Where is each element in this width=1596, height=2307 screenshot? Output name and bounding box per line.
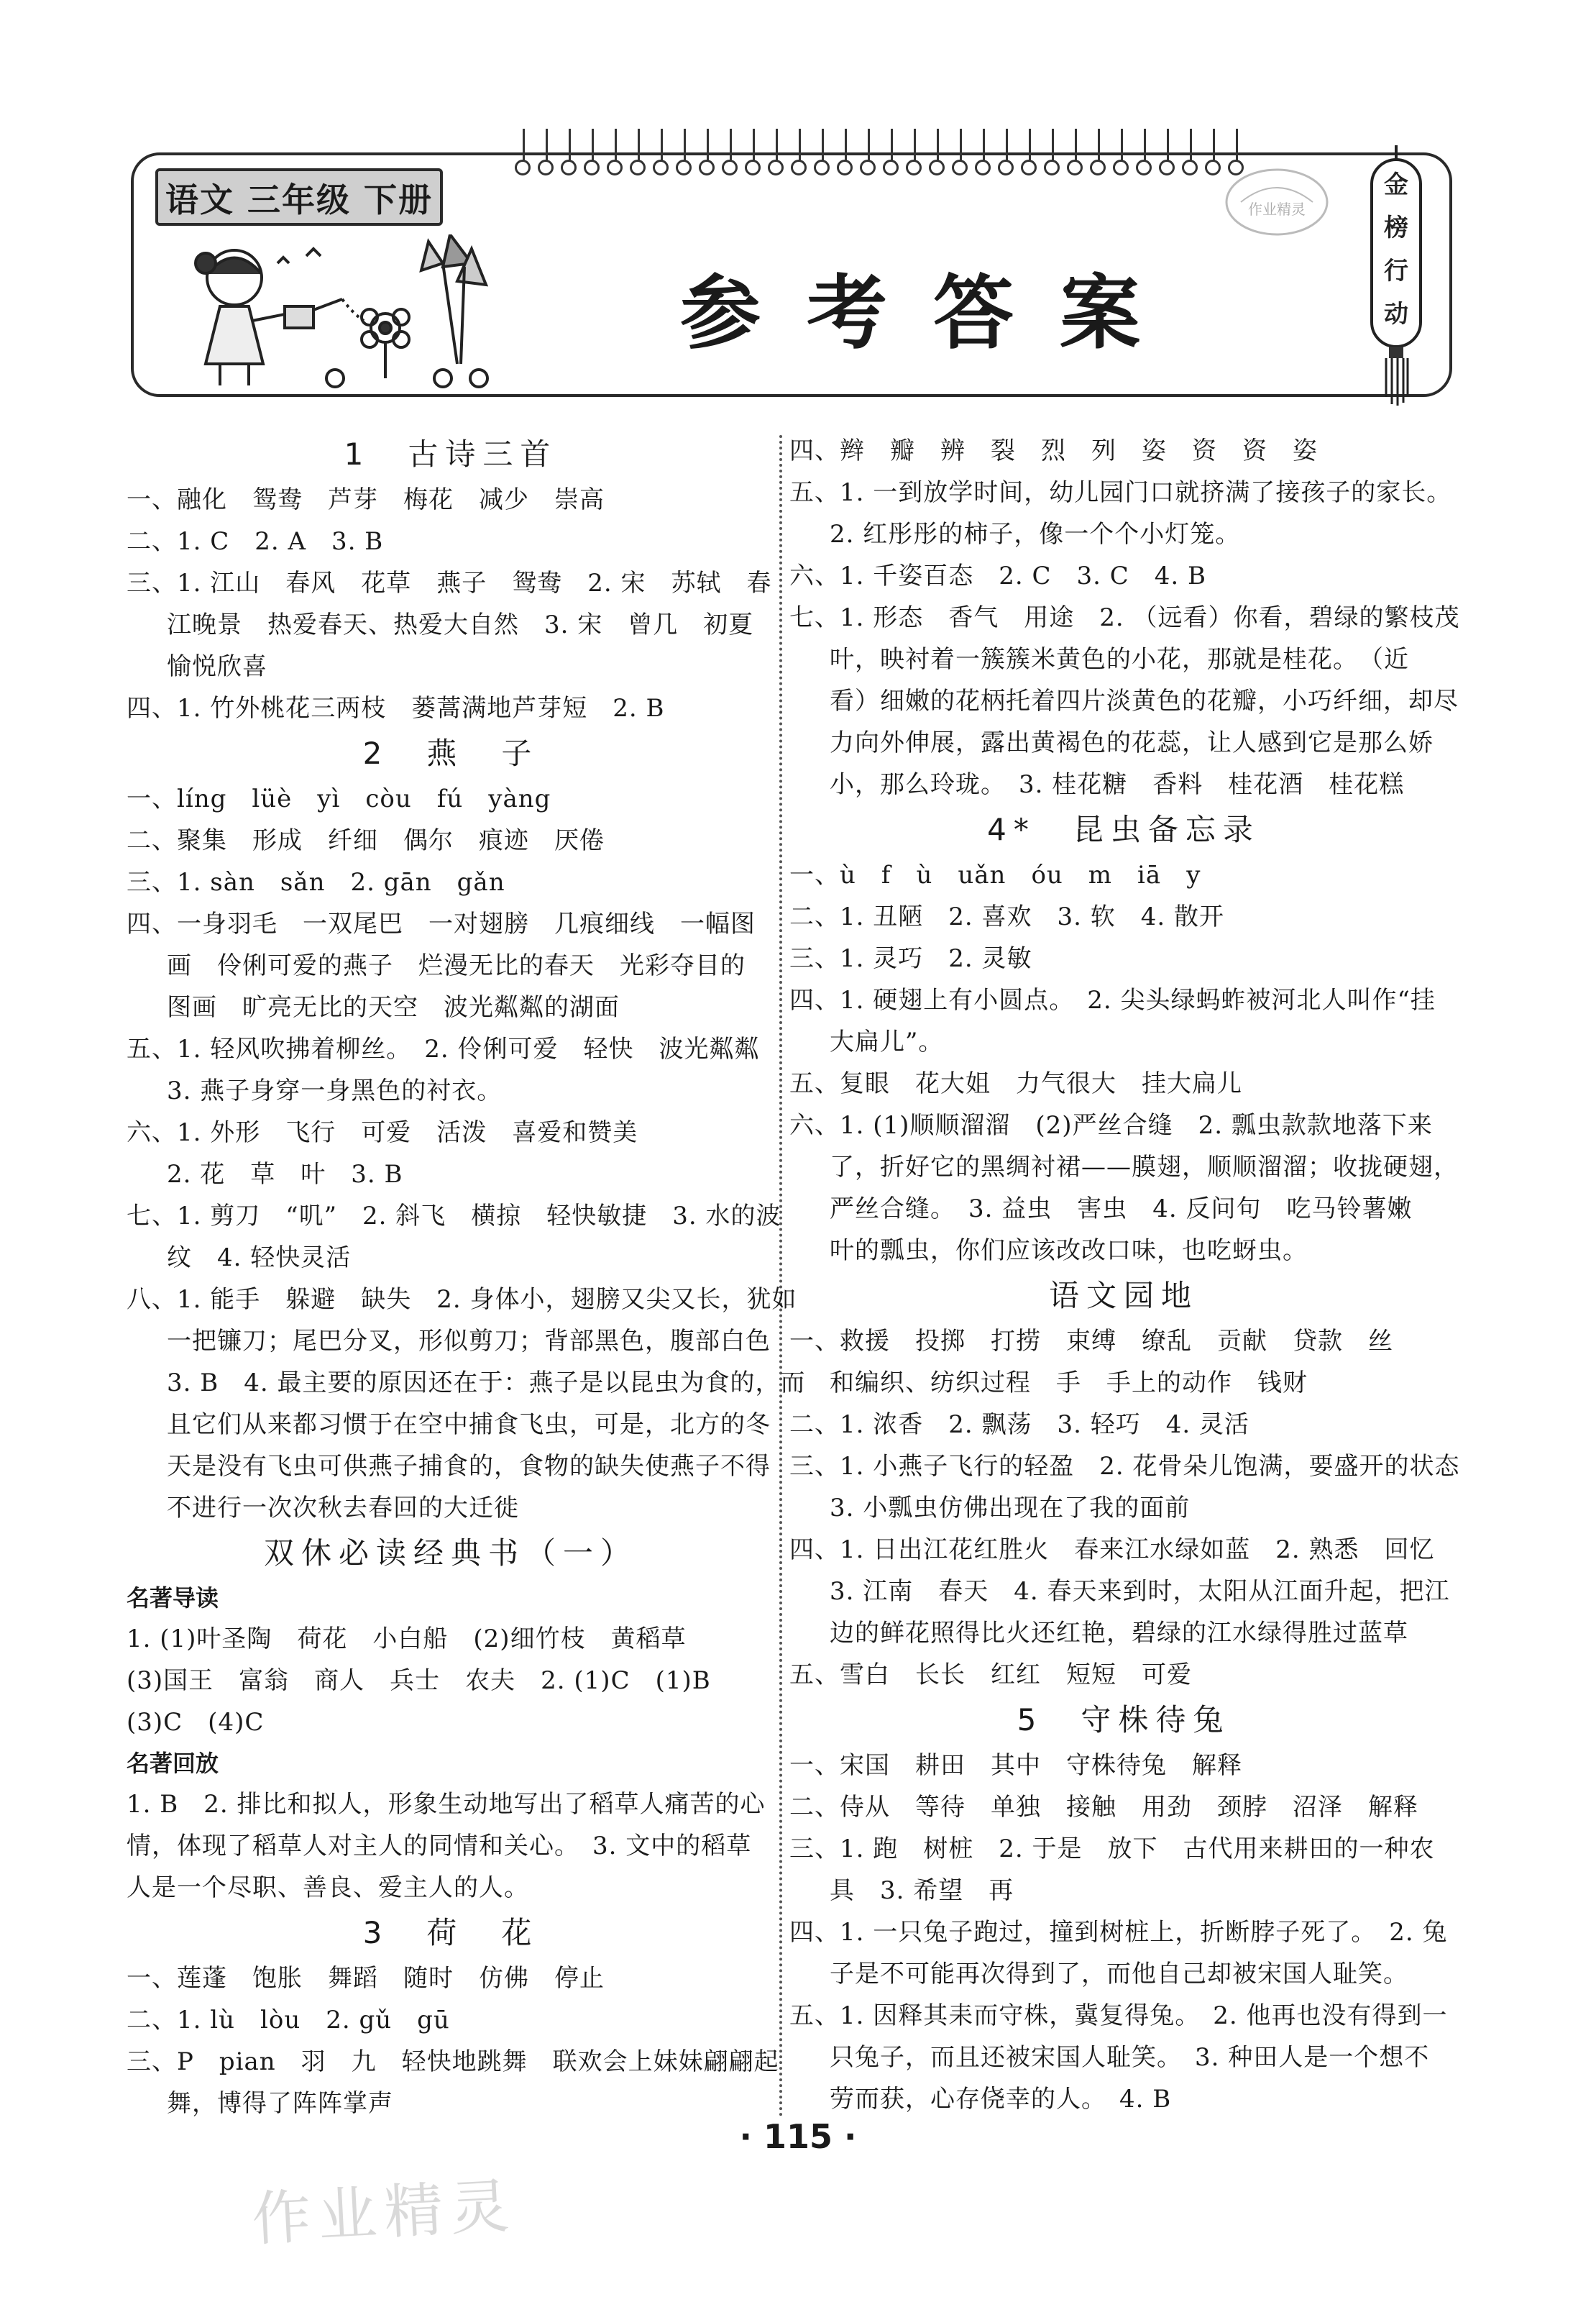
answer-line: 六、1. 千姿百态 2. C 3. C 4. B bbox=[789, 562, 1207, 590]
binder-rings bbox=[515, 160, 1244, 175]
binder-ring bbox=[1205, 160, 1221, 175]
binder-ring bbox=[883, 160, 899, 175]
binder-ring bbox=[906, 160, 922, 175]
answer-line: 一、ù f ù uǎn óu m iā y bbox=[789, 861, 1201, 890]
side-label-char: 行 bbox=[1384, 257, 1408, 285]
binder-ring bbox=[1136, 160, 1152, 175]
answer-line: (3)国王 富翁 商人 兵士 农夫 2. (1)C (1)B bbox=[127, 1666, 711, 1695]
answer-line: 七、1. 剪刀 “叽” 2. 斜飞 横掠 轻快敏捷 3. 水的波 bbox=[127, 1202, 781, 1230]
answer-line: 严丝合缝。 3. 益虫 害虫 4. 反问句 吃马铃薯嫩 bbox=[830, 1194, 1413, 1223]
answer-line: 子是不可能再次得到了，而他自己却被宋国人耻笑。 bbox=[830, 1960, 1408, 1988]
answer-line: 一、莲蓬 饱胀 舞蹈 随时 仿佛 停止 bbox=[127, 1964, 605, 1993]
answer-line: 和编织、纺织过程 手 手上的动作 钱财 bbox=[830, 1369, 1308, 1397]
watermark: 作业精灵 bbox=[250, 2172, 518, 2255]
binder-ring bbox=[1090, 160, 1106, 175]
side-label-tag bbox=[1360, 145, 1432, 411]
binder-ring bbox=[584, 160, 600, 175]
answer-line: 四、辫 瓣 辨 裂 烈 列 姿 资 资 姿 bbox=[789, 437, 1318, 465]
answer-line: 五、雪白 长长 红红 短短 可爱 bbox=[789, 1660, 1192, 1689]
answer-line: 五、复眼 花大姐 力气很大 挂大扁儿 bbox=[789, 1069, 1242, 1098]
stamp-logo bbox=[1219, 163, 1334, 242]
answer-line: 看）细嫩的花柄托着四片淡黄色的花瓣，小巧纤细，却尽 bbox=[830, 687, 1459, 716]
answer-line: 叶，映衬着一簇簇米黄色的小花，那就是桂花。 （近 bbox=[830, 645, 1409, 674]
binder-ring bbox=[515, 160, 531, 175]
binder-ring bbox=[561, 160, 577, 175]
answer-line: 纹 4. 轻快灵活 bbox=[167, 1243, 352, 1272]
answer-line: 画 伶俐可爱的燕子 烂漫无比的春天 光彩夺目的 bbox=[167, 951, 746, 980]
answer-line: 只兔子，而且还被宋国人耻笑。 3. 种田人是一个想不 bbox=[830, 2043, 1430, 2072]
section-heading: 1 古诗三首 bbox=[344, 437, 558, 472]
answer-line: 大扁儿”。 bbox=[830, 1028, 944, 1056]
answer-line: 江晚景 热爱春天、热爱大自然 3. 宋 曾几 初夏 bbox=[167, 611, 754, 639]
answer-line: 3. B 4. 最主要的原因还在于：燕子是以昆虫为食的，而 bbox=[167, 1369, 806, 1397]
answer-line: 一、救援 投掷 打捞 束缚 缭乱 贡献 贷款 丝 bbox=[789, 1327, 1393, 1356]
answer-line: 五、1. 一到放学时间，幼儿园门口就挤满了接孩子的家长。 bbox=[789, 478, 1452, 507]
column-divider bbox=[779, 435, 782, 2118]
answer-line: 一、融化 鸳鸯 芦芽 梅花 减少 崇高 bbox=[127, 485, 605, 514]
answer-line: 小，那么玲珑。 3. 桂花糖 香料 桂花酒 桂花糕 bbox=[830, 770, 1405, 799]
answer-line: 2. 红彤彤的柿子，像一个个小灯笼。 bbox=[830, 520, 1241, 549]
left-column bbox=[127, 430, 806, 2124]
girl-watering-flower-illustration bbox=[170, 234, 544, 393]
answer-line: 四、一身羽毛 一双尾巴 一对翅膀 几痕细线 一幅图 bbox=[127, 910, 756, 938]
answer-line: 二、1. C 2. A 3. B bbox=[127, 527, 384, 556]
answer-line: 情，体现了稻草人对主人的同情和关心。 3. 文中的稻草 bbox=[127, 1832, 752, 1860]
section-heading: 双休必读经典书（一） bbox=[263, 1535, 638, 1571]
binder-ring bbox=[1182, 160, 1198, 175]
section-heading: 语文园地 bbox=[1048, 1278, 1198, 1313]
answer-line: 二、聚集 形成 纤细 偶尔 痕迹 厌倦 bbox=[127, 826, 605, 855]
answer-line: 三、1. 小燕子飞行的轻盈 2. 花骨朵儿饱满，要盛开的状态 bbox=[789, 1452, 1460, 1481]
answer-line: 四、1. 日出江花红胜火 春来江水绿如蓝 2. 熟悉 回忆 bbox=[789, 1535, 1435, 1564]
grade-tag: 语文 三年级 下册 bbox=[155, 168, 443, 226]
answer-line: 八、1. 能手 躲避 缺失 2. 身体小，翅膀又尖又长，犹如 bbox=[127, 1285, 797, 1314]
binder-ring bbox=[1159, 160, 1175, 175]
subsection-label: 名著导读 bbox=[127, 1584, 219, 1612]
answer-line: 六、1. (1)顺顺溜溜 (2)严丝合缝 2. 瓢虫款款地落下来 bbox=[789, 1111, 1433, 1140]
answer-line: 四、1. 竹外桃花三两枝 蒌蒿满地芦芽短 2. B bbox=[127, 694, 665, 723]
answer-line: 劳而获，心存侥幸的人。 4. B bbox=[830, 2085, 1172, 2114]
answer-line: (3)C (4)C bbox=[127, 1708, 265, 1737]
side-label-char: 动 bbox=[1384, 300, 1408, 329]
answer-line: 了，折好它的黑绸衬裙——膜翅，顺顺溜溜；收拢硬翅， bbox=[830, 1153, 1459, 1182]
answer-line: 一、宋国 耕田 其中 守株待兔 解释 bbox=[789, 1751, 1242, 1780]
binder-ring bbox=[860, 160, 876, 175]
answer-line: 三、P pian 羽 九 轻快地跳舞 联欢会上妹妹翩翩起 bbox=[127, 2047, 779, 2076]
binder-ring bbox=[975, 160, 991, 175]
right-column bbox=[789, 430, 1458, 2120]
answer-line: 力向外伸展，露出黄褐色的花蕊，让人感到它是那么娇 bbox=[830, 728, 1434, 757]
answer-line: 四、1. 一只兔子跑过，撞到树桩上，折断脖子死了。 2. 兔 bbox=[789, 1918, 1448, 1947]
binder-ring bbox=[791, 160, 807, 175]
svg-text:作业精灵: 作业精灵 bbox=[1248, 201, 1306, 218]
answer-line: 二、1. 浓香 2. 飘荡 3. 轻巧 4. 灵活 bbox=[789, 1410, 1249, 1439]
binder-ring bbox=[1044, 160, 1060, 175]
answer-line: 2. 花 草 叶 3. B bbox=[167, 1160, 403, 1189]
answer-line: 五、1. 轻风吹拂着柳丝。 2. 伶俐可爱 轻快 波光粼粼 bbox=[127, 1035, 760, 1064]
binder-ring bbox=[1113, 160, 1129, 175]
section-heading: 4* 昆虫备忘录 bbox=[987, 812, 1260, 847]
binder-ring bbox=[768, 160, 784, 175]
page-title: 参考答案 bbox=[680, 267, 1186, 360]
answer-line: 一、líng lüè yì còu fú yàng bbox=[127, 785, 551, 813]
binder-ring bbox=[722, 160, 738, 175]
answer-line: 三、1. 跑 树桩 2. 于是 放下 古代用来耕田的一种农 bbox=[789, 1835, 1435, 1863]
section-heading: 2 燕 子 bbox=[362, 736, 539, 771]
answer-line: 四、1. 硬翅上有小圆点。 2. 尖头绿蚂蚱被河北人叫作“挂 bbox=[789, 986, 1436, 1015]
answer-line: 三、1. sàn sǎn 2. gān gǎn bbox=[127, 868, 505, 897]
binder-ring bbox=[929, 160, 945, 175]
answer-line: 六、1. 外形 飞行 可爱 活泼 喜爱和赞美 bbox=[127, 1118, 638, 1147]
answer-line: 一把镰刀；尾巴分叉，形似剪刀；背部黑色，腹部白色 bbox=[167, 1327, 771, 1356]
binder-ring bbox=[998, 160, 1014, 175]
answer-line: 五、1. 因释其耒而守株，冀复得兔。 2. 他再也没有得到一 bbox=[789, 2001, 1448, 2030]
binder-ring bbox=[538, 160, 554, 175]
answer-line: 1. B 2. 排比和拟人，形象生动地写出了稻草人痛苦的心 bbox=[127, 1790, 766, 1819]
binder-ring bbox=[630, 160, 646, 175]
binder-ring bbox=[607, 160, 623, 175]
answer-line: 七、1. 形态 香气 用途 2. （远看）你看，碧绿的繁枝茂 bbox=[789, 603, 1460, 632]
section-heading: 5 守株待兔 bbox=[1017, 1702, 1231, 1737]
answer-line: 叶的瓢虫，你们应该改改口味，也吃蚜虫。 bbox=[830, 1236, 1308, 1265]
binder-ring bbox=[653, 160, 669, 175]
binder-ring bbox=[837, 160, 853, 175]
section-heading: 3 荷 花 bbox=[362, 1915, 539, 1950]
answer-line: 图画 旷亮无比的天空 波光粼粼的湖面 bbox=[167, 993, 620, 1022]
subsection-label: 名著回放 bbox=[127, 1750, 219, 1777]
answer-line: 3. 江南 春天 4. 春天来到时，太阳从江面升起，把江 bbox=[830, 1577, 1450, 1606]
answer-line: 三、1. 江山 春风 花草 燕子 鸳鸯 2. 宋 苏轼 春 bbox=[127, 569, 772, 598]
page-number: · 115 · bbox=[739, 2117, 857, 2156]
answer-line: 3. 小瓢虫仿佛出现在了我的面前 bbox=[830, 1494, 1191, 1522]
side-label-char: 金 bbox=[1384, 170, 1408, 199]
answer-line: 人是一个尽职、善良、爱主人的人。 bbox=[127, 1873, 529, 1902]
binder-ring bbox=[1067, 160, 1083, 175]
answer-line: 3. 燕子身穿一身黑色的衬衣。 bbox=[167, 1077, 503, 1105]
answer-line: 舞，博得了阵阵掌声 bbox=[167, 2089, 393, 2118]
answer-line: 二、1. 丑陋 2. 喜欢 3. 软 4. 散开 bbox=[789, 903, 1224, 931]
answer-line: 边的鲜花照得比火还红艳，碧绿的江水绿得胜过蓝草 bbox=[830, 1619, 1408, 1648]
answer-line: 天是没有飞虫可供燕子捕食的，食物的缺失使燕子不得 bbox=[167, 1452, 771, 1481]
binder-ring bbox=[952, 160, 968, 175]
answer-line: 具 3. 希望 再 bbox=[830, 1876, 1014, 1905]
binder-ring bbox=[745, 160, 761, 175]
binder-ring bbox=[1021, 160, 1037, 175]
binder-ring bbox=[814, 160, 830, 175]
answer-line: 愉悦欣喜 bbox=[167, 652, 267, 681]
answer-line: 三、1. 灵巧 2. 灵敏 bbox=[789, 944, 1032, 973]
answer-line: 且它们从来都习惯于在空中捕食飞虫，可是，北方的冬 bbox=[167, 1410, 771, 1439]
binder-ring bbox=[676, 160, 692, 175]
answer-line: 二、侍从 等待 单独 接触 用劲 颈脖 沼泽 解释 bbox=[789, 1793, 1418, 1822]
binder-ring bbox=[699, 160, 715, 175]
side-label-char: 榜 bbox=[1384, 214, 1408, 242]
answer-line: 二、1. lù lòu 2. gǔ gū bbox=[127, 2006, 450, 2034]
answer-line: 不进行一次次秋去春回的大迁徙 bbox=[167, 1494, 519, 1522]
header-banner bbox=[131, 152, 1452, 397]
answer-line: 1. (1)叶圣陶 荷花 小白船 (2)细竹枝 黄稻草 bbox=[127, 1625, 687, 1653]
